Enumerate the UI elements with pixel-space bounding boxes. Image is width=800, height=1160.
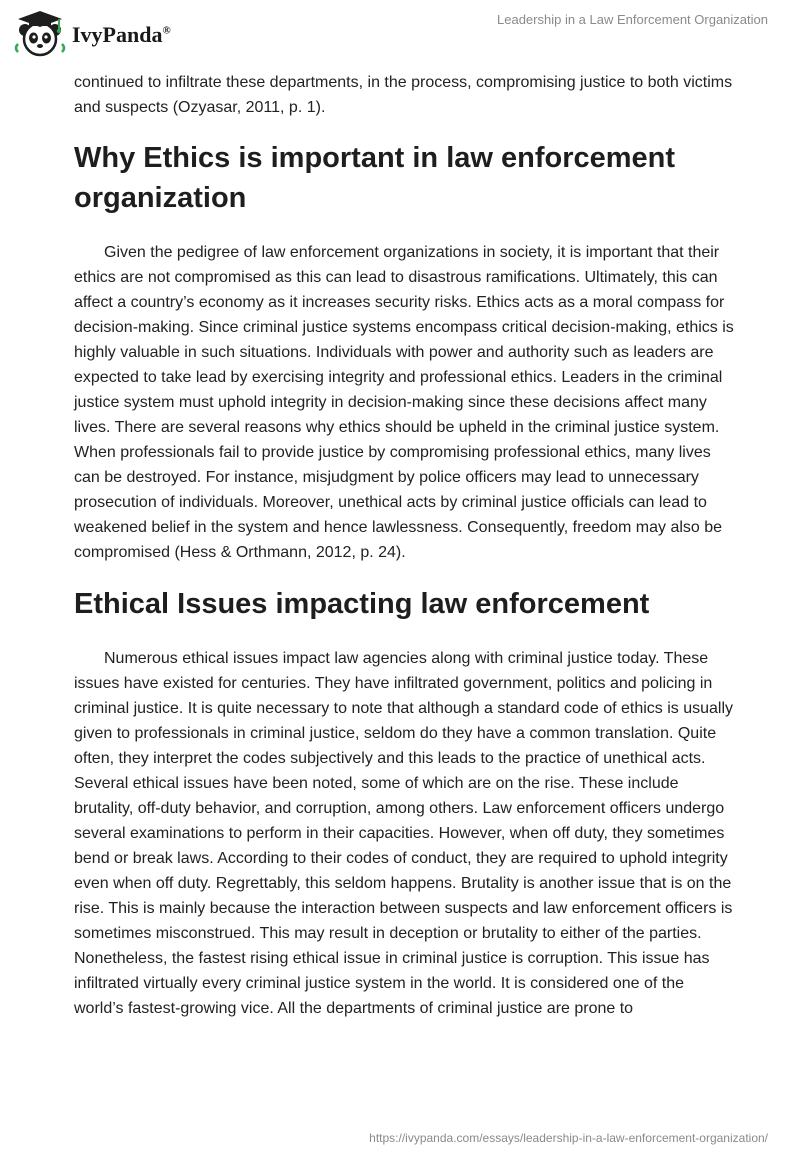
- panda-graduation-cap-icon: [14, 8, 66, 58]
- essay-content: [74, 70, 734, 1021]
- section-paragraph-ethical-issues: Numerous ethical issues impact law agencies along with criminal justice today. These issues have existed for centuries. They have infiltrated government, politics and policing in criminal justice. It is quite necessary to note that although a standard code of ethics is usually given to professionals in criminal justice, seldom do they have a common translation. Quite often, they interpret the codes subjectively and this leads to the practice of unethical acts. Several ethical issues have been noted, some of which are on the rise. These include brutality, off-duty behavior, and corruption, among others. Law enforcement officers undergo several examinations to perform in their capacities. However, when off duty, they sometimes bend or break laws. According to their codes of conduct, they are required to uphold integrity even when off duty. Regrettably, this seldom happens. Brutality is another issue that is on the rise. This is mainly because the interaction between suspects and law enforcement officers is sometimes misconstrued. This may result in deception or brutality to either of the parties. Nonetheless, the fastest rising ethical issue in criminal justice is corruption. This issue has infiltrated virtually every criminal justice system in the world. It is considered one of the world’s fastest-growing vice. All the departments of criminal justice are prone to: [74, 650, 734, 1017]
- section-heading-ethical-issues: Ethical Issues impacting law enforcement: [74, 588, 650, 620]
- intro-paragraph: continued to infiltrate these departments, in the process, compromising justice to both victims and suspects (Ozyasar, 2011, p. 1).: [74, 74, 733, 116]
- source-url[interactable]: https://ivypanda.com/essays/leadership-in-a-law-enforcement-organization/: [369, 1131, 768, 1145]
- section-heading-ethics-importance: Why Ethics is important in law enforcement organization: [74, 142, 676, 214]
- section-paragraph-ethics-importance: Given the pedigree of law enforcement organizations in society, it is important that their ethics are not compromised as this can lead to disastrous ramifications. Ultimately, this can affect a country’s economy as it increases security risks. Ethics acts as a moral compass for decision-making. Since criminal justice systems encompass critical decision-making, ethics is highly valuable in such situations. Individuals with power and authority such as leaders are expected to take lead by exercising integrity and professional ethics. Leaders in the criminal justice system must uphold integrity in decision-making since these decisions affect many lives. There are several reasons why ethics should be upheld in the criminal justice system. When professionals fail to provide justice by compromising professional ethics, many lives can be destroyed. For instance, misjudgment by police officers may lead to unnecessary prosecution of individuals. Moreover, unethical acts by criminal justice officials can lead to weakened belief in the system and hence lawlessness. Consequently, freedom may also be compromised (Hess & Orthmann, 2012, p. 24).: [74, 244, 734, 561]
- document-title: Leadership in a Law Enforcement Organization: [497, 12, 768, 27]
- brand-logo[interactable]: [14, 8, 171, 58]
- brand-name: IvyPanda®: [72, 22, 171, 47]
